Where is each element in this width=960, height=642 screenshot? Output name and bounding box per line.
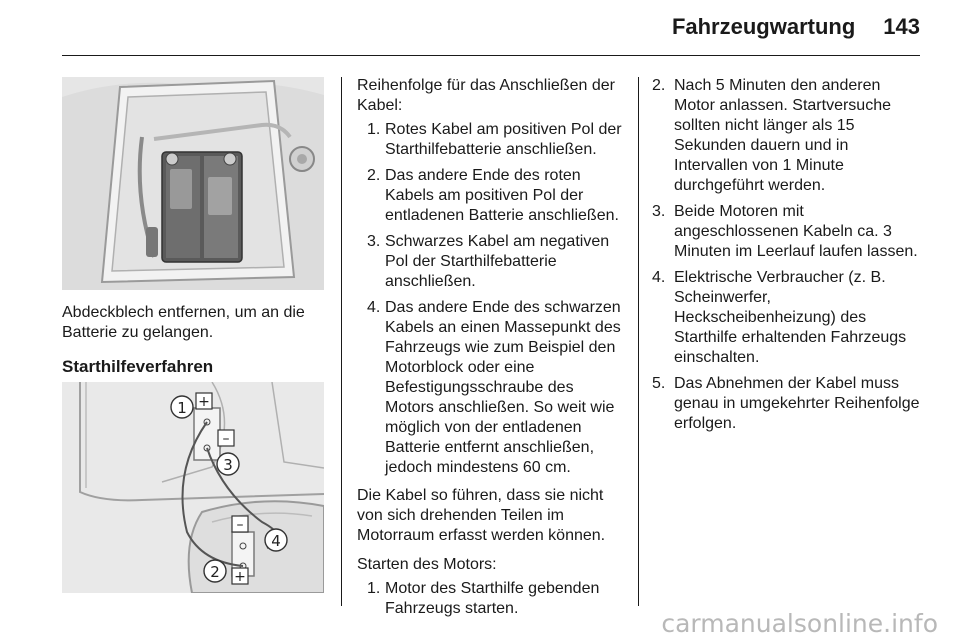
watermark: carmanualsonline.info bbox=[661, 609, 938, 638]
middle-column bbox=[357, 76, 625, 627]
step-number: 4. bbox=[652, 269, 666, 286]
step-number: 2. bbox=[367, 167, 381, 184]
step-text: Elektrische Verbraucher (z. B. Scheinwerfer, Heckscheibenheizung) des Starthilfe erhaltenden Fahrzeugs einschalten. bbox=[674, 269, 907, 366]
list-item bbox=[357, 166, 625, 226]
figure-caption: Abdeckblech entfernen, um an die Batterie zu gelangen. bbox=[62, 304, 305, 341]
callout-1: 1 bbox=[177, 399, 187, 417]
connection-intro: Reihenfolge für das Anschließen der Kabel: bbox=[357, 77, 615, 114]
list-item bbox=[357, 579, 625, 619]
section-heading: Starthilfeverfahren bbox=[62, 357, 214, 376]
list-item bbox=[357, 298, 625, 478]
step-text: Das andere Ende des schwarzen Kabels an einen Massepunkt des Fahrzeugs wie zum Beispiel den Motorblock oder eine Befestigungsschraube des Motors anschließen. So weit wie möglich von der entladenen Batterie entfernt anschließen, jedoch mindestens 60 cm. bbox=[385, 299, 621, 476]
right-column bbox=[652, 76, 920, 442]
list-item bbox=[357, 232, 625, 292]
left-column bbox=[62, 303, 326, 386]
list-item bbox=[652, 202, 920, 262]
step-text: Rotes Kabel am positiven Pol der Starthilfebatterie anschließen. bbox=[385, 121, 622, 158]
plus-sign-bottom: + bbox=[234, 569, 246, 585]
column-divider-left bbox=[341, 77, 342, 606]
step-number: 1. bbox=[367, 580, 381, 597]
list-item bbox=[652, 374, 920, 434]
step-text: Motor des Starthilfe gebenden Fahrzeugs starten. bbox=[385, 580, 600, 617]
step-text: Nach 5 Minuten den anderen Motor anlassen. Startversuche sollten nicht länger als 15 Sekunden dauern und in Intervallen von 1 Minute durchgeführt werden. bbox=[674, 77, 891, 194]
minus-sign-top: – bbox=[222, 431, 230, 447]
step-text: Beide Motoren mit angeschlossenen Kabeln ca. 3 Minuten im Leerlauf laufen lassen. bbox=[674, 203, 918, 260]
column-divider-right bbox=[638, 77, 639, 606]
start-steps-continued bbox=[652, 76, 920, 434]
step-text: Schwarzes Kabel am negativen Pol der Starthilfebatterie anschließen. bbox=[385, 233, 610, 290]
callout-2: 2 bbox=[210, 563, 220, 581]
page-header bbox=[672, 14, 920, 40]
plus-sign-top: + bbox=[198, 394, 210, 410]
callout-3: 3 bbox=[223, 456, 233, 474]
cable-routing-note: Die Kabel so führen, dass sie nicht von sich drehenden Teilen im Motorraum erfasst werden können. bbox=[357, 487, 606, 544]
step-number: 2. bbox=[652, 77, 666, 94]
header-rule bbox=[62, 55, 920, 56]
list-item bbox=[357, 120, 625, 160]
step-number: 1. bbox=[367, 121, 381, 138]
battery-compartment-illustration bbox=[62, 77, 324, 290]
connection-steps bbox=[357, 120, 625, 478]
page-number: 143 bbox=[883, 14, 920, 39]
step-text: Das Abnehmen der Kabel muss genau in umgekehrter Reihenfolge erfolgen. bbox=[674, 375, 920, 432]
step-number: 3. bbox=[652, 203, 666, 220]
list-item bbox=[652, 76, 920, 196]
start-steps bbox=[357, 579, 625, 619]
step-number: 3. bbox=[367, 233, 381, 250]
step-number: 5. bbox=[652, 375, 666, 392]
list-item bbox=[652, 268, 920, 368]
section-title: Fahrzeugwartung bbox=[671, 14, 856, 39]
callout-4: 4 bbox=[271, 532, 281, 550]
jump-start-diagram bbox=[62, 382, 324, 593]
step-text: Das andere Ende des roten Kabels am positiven Pol der entladenen Batterie anschließen. bbox=[385, 167, 619, 224]
start-intro: Starten des Motors: bbox=[357, 556, 497, 573]
minus-sign-bottom: – bbox=[236, 517, 244, 533]
step-number: 4. bbox=[367, 299, 381, 316]
